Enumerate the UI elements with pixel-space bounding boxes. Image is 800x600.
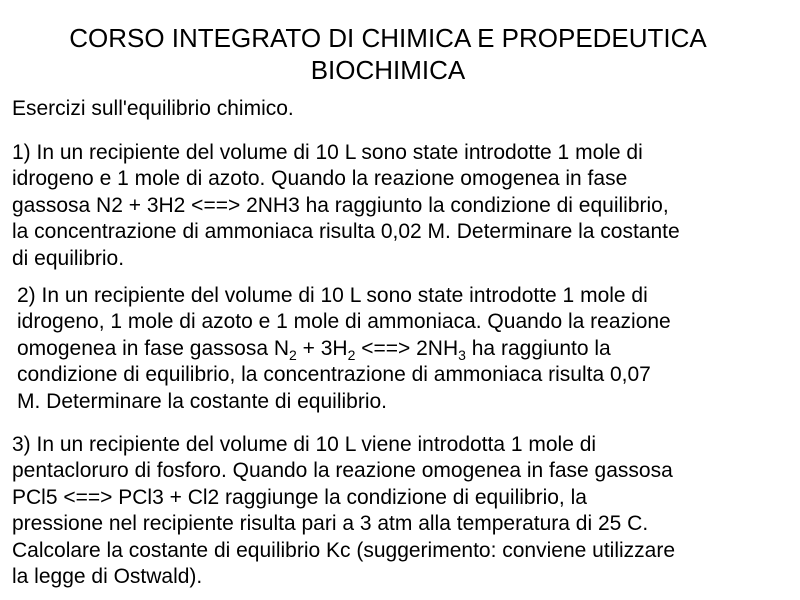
exercise-1 xyxy=(12,140,680,272)
formula-text: omogenea in fase gassosa N xyxy=(17,336,290,360)
exercise-1-line: gassosa N2 + 3H2 <==> 2NH3 ha raggiunto la condizione di equilibrio, xyxy=(12,193,669,217)
exercise-3-line: la legge di Ostwald). xyxy=(12,564,203,588)
exercise-3-line: pressione nel recipiente risulta pari a 3 atm alla temperatura di 25 C. xyxy=(12,512,649,536)
exercise-3-line: 3) In un recipiente del volume di 10 L viene introdotta 1 mole di xyxy=(12,433,597,456)
exercise-2-line: 2) In un recipiente del volume di 10 L sono state introdotte 1 mole di xyxy=(17,284,648,307)
exercise-3-line: pentacloruro di fosforo. Quando la reazione omogenea in fase gassosa xyxy=(12,459,673,483)
exercise-1-line: 1) In un recipiente del volume di 10 L sono state introdotte 1 mole di xyxy=(12,141,643,164)
section-subtitle: Esercizi sull'equilibrio chimico. xyxy=(12,97,294,120)
formula-subscript: 2 xyxy=(347,346,356,363)
document-title xyxy=(0,22,776,86)
formula-text: ha raggiunto la xyxy=(465,336,611,360)
formula-text: + 3H xyxy=(296,336,348,360)
formula-text: <==> 2NH xyxy=(355,336,459,360)
exercise-1-line: idrogeno e 1 mole di azoto. Quando la reazione omogenea in fase xyxy=(12,167,628,191)
exercise-3-line: Calcolare la costante di equilibrio Kc (suggerimento: conviene utilizzare xyxy=(12,538,676,562)
exercise-1-line: la concentrazione di ammoniaca risulta 0,02 M. Determinare la costante xyxy=(12,220,680,244)
formula-subscript: 2 xyxy=(289,346,297,363)
exercise-1-line: di equilibrio. xyxy=(12,246,125,270)
exercise-2 xyxy=(17,283,671,415)
exercise-3-line: PCl5 <==> PCl3 + Cl2 raggiunge la condizione di equilibrio, la xyxy=(12,485,587,509)
exercise-2-line-with-formula xyxy=(17,336,671,362)
exercise-2-line: condizione di equilibrio, la concentrazione di ammoniaca risulta 0,07 xyxy=(17,363,651,387)
exercise-2-line: M. Determinare la costante di equilibrio. xyxy=(17,389,388,413)
title-line-2: BIOCHIMICA xyxy=(310,55,466,85)
exercise-3 xyxy=(12,432,675,590)
title-line-1: CORSO INTEGRATO DI CHIMICA E PROPEDEUTICA xyxy=(69,23,707,53)
exercise-2-line: idrogeno, 1 mole di azoto e 1 mole di ammoniaca. Quando la reazione xyxy=(17,310,671,334)
formula-subscript: 3 xyxy=(458,346,466,363)
